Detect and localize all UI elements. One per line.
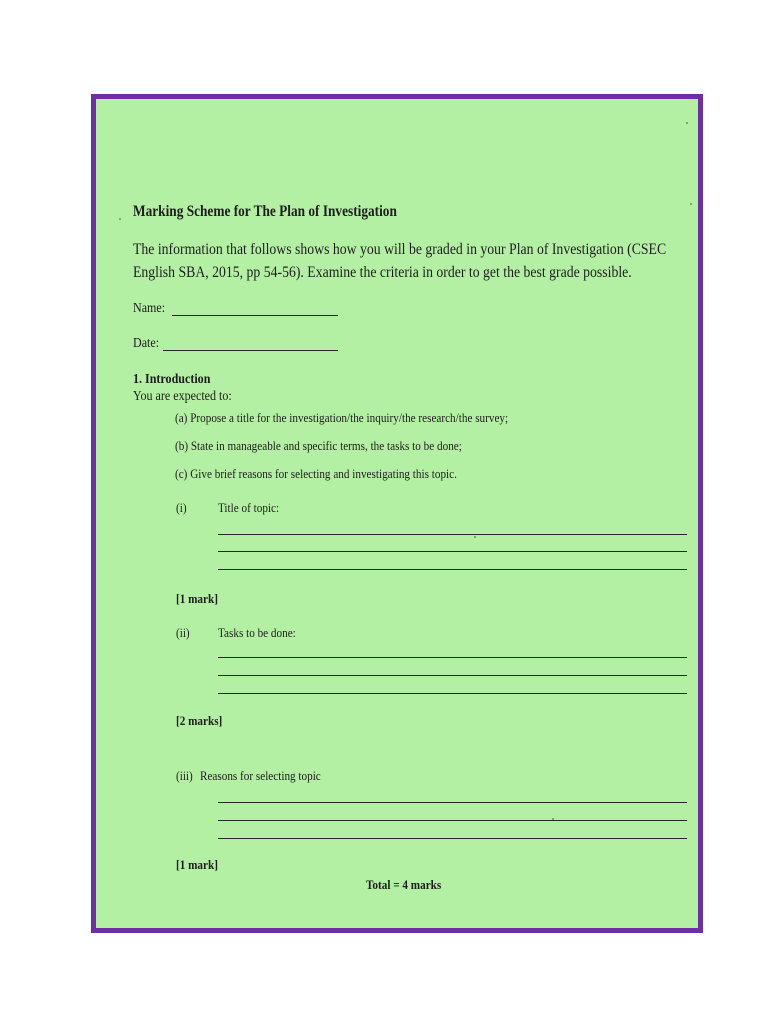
part-label: Reasons for selecting topic	[200, 768, 321, 783]
scan-speck	[686, 122, 688, 124]
name-label: Name:	[133, 301, 166, 316]
marks-label: [2 marks]	[176, 713, 223, 728]
scan-speck	[690, 203, 692, 205]
answer-line	[218, 693, 687, 694]
date-label: Date:	[133, 336, 160, 351]
answer-line	[218, 569, 687, 570]
part-number: (i)	[176, 500, 187, 515]
section-lead: You are expected to:	[133, 389, 232, 404]
criterion-b: (b) State in manageable and specific terms, the tasks to be done;	[175, 438, 462, 453]
scan-speck	[119, 218, 121, 220]
marks-label: [1 mark]	[176, 857, 218, 872]
part-label: Tasks to be done:	[218, 625, 296, 640]
marks-label: [1 mark]	[176, 591, 218, 606]
document-title: Marking Scheme for The Plan of Investigation	[133, 203, 397, 220]
answer-line	[218, 675, 687, 676]
intro-line: English SBA, 2015, pp 54-56). Examine the criteria in order to get the best grade possible.	[133, 264, 632, 281]
total-marks: Total = 4 marks	[366, 877, 442, 892]
name-underline	[172, 315, 338, 316]
answer-line	[218, 551, 687, 552]
answer-line	[218, 802, 687, 803]
section-heading: 1. Introduction	[133, 372, 211, 387]
part-number: (ii)	[176, 625, 190, 640]
criterion-a: (a) Propose a title for the investigation/the inquiry/the research/the survey;	[175, 410, 509, 425]
intro-line: The information that follows shows how you will be graded in your Plan of Investigation (CSEC	[133, 241, 667, 258]
answer-line	[218, 534, 687, 535]
part-label: Title of topic:	[218, 500, 280, 515]
answer-line	[218, 838, 687, 839]
date-underline	[163, 350, 338, 351]
scan-speck	[474, 536, 476, 538]
answer-line	[218, 820, 687, 821]
answer-line	[218, 657, 687, 658]
criterion-c: (c) Give brief reasons for selecting and investigating this topic.	[175, 466, 457, 481]
part-number: (iii)	[176, 768, 193, 783]
